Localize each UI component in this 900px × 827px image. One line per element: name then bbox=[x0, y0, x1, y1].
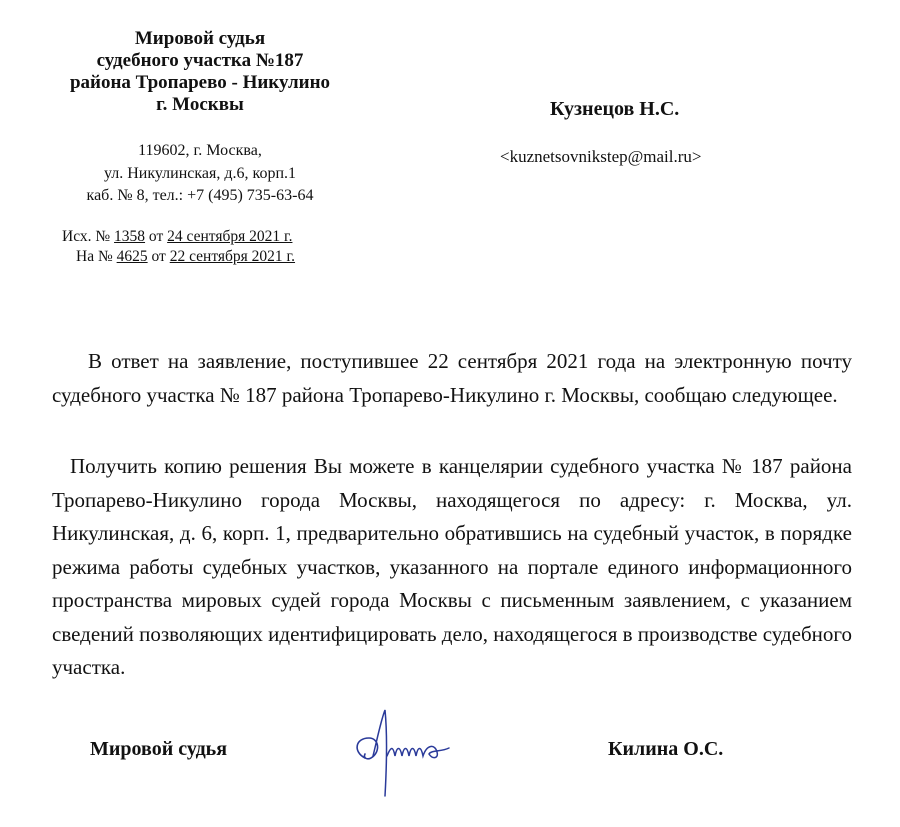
incoming-reference: На № 4625 от 22 сентября 2021 г. bbox=[76, 248, 296, 265]
address-line: каб. № 8, тел.: +7 (495) 735-63-64 bbox=[86, 187, 314, 204]
outgoing-number: 1358 bbox=[114, 228, 146, 245]
recipient-name: Кузнецов Н.С. bbox=[550, 98, 680, 120]
court-header bbox=[50, 28, 350, 116]
court-line: судебного участка №187 bbox=[96, 50, 304, 71]
court-line: Мировой судья bbox=[134, 28, 266, 49]
outgoing-reference: Исх. № 1358 от 24 сентября 2021 г. bbox=[62, 228, 293, 245]
signature-stroke bbox=[387, 746, 449, 757]
body-paragraph: В ответ на заявление, поступившее 22 сентября 2021 года на электронную почту судебного участка № 187 района Тропарево-Никулино г. Москвы, сообщаю следующее. bbox=[52, 349, 852, 407]
court-line: района Тропарево - Никулино bbox=[69, 72, 331, 93]
court-address bbox=[50, 140, 350, 208]
outgoing-date: 24 сентября 2021 г. bbox=[167, 228, 293, 245]
incoming-number: 4625 bbox=[116, 248, 148, 265]
address-line: ул. Никулинская, д.6, корп.1 bbox=[103, 164, 297, 182]
body-paragraph: Получить копию решения Вы можете в канцелярии судебного участка № 187 района Тропарево-Никулино города Москвы, находящегося по адресу: г. Москва, ул. Никулинская, д. 6, корп. 1, предварительно обратившись на судебный участок, в порядке режима работы судебных участков, указанного на портале единого информационного пространства мировых судей города Москвы с письменным заявлением, с указанием сведений позволяющих идентифицировать дело, находящегося в производстве судебного участка. bbox=[52, 454, 852, 679]
handwritten-signature bbox=[345, 700, 465, 800]
court-line: г. Москвы bbox=[156, 94, 244, 115]
signer-title: Мировой судья bbox=[90, 738, 228, 760]
address-line: 119602, г. Москва, bbox=[138, 142, 262, 159]
recipient-email: <kuznetsovnikstep@mail.ru> bbox=[500, 147, 702, 166]
signer-name: Килина О.С. bbox=[608, 738, 724, 760]
signature-stroke bbox=[373, 710, 387, 796]
incoming-date: 22 сентября 2021 г. bbox=[169, 248, 296, 265]
